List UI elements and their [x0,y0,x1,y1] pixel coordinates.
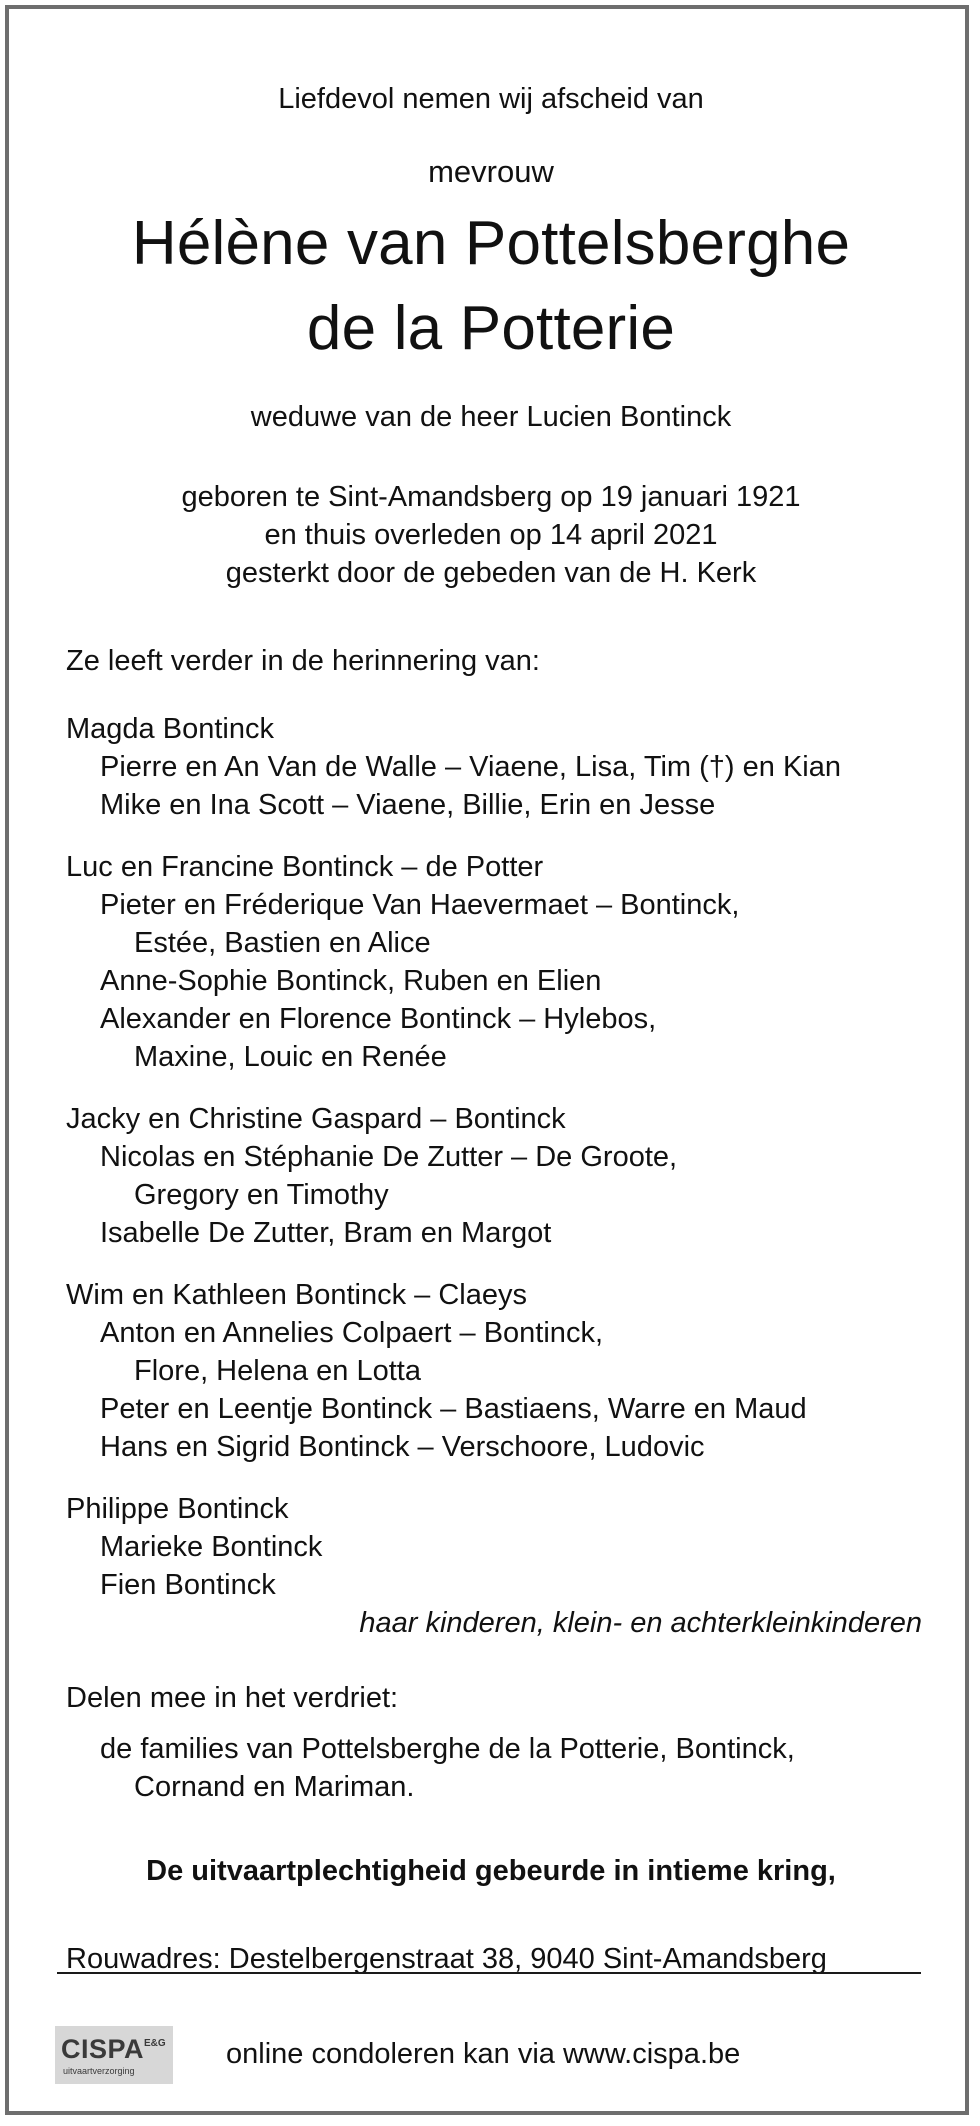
obituary-card [5,5,969,2115]
family-member: Hans en Sigrid Bontinck – Verschoore, Ludovic [100,1431,705,1463]
death-text: en thuis overleden op 14 april 2021 [264,519,718,551]
family-member: Pieter en Fréderique Van Haevermaet – Bontinck, [100,889,740,921]
grief-intro: Delen mee in het verdriet: [66,1682,399,1714]
widow-of-text: weduwe van de heer Lucien Bontinck [250,401,732,433]
logo-superscript: E&G [144,2038,166,2049]
title-prefix: mevrouw [428,154,554,189]
family-member: Mike en Ina Scott – Viaene, Billie, Erin en Jesse [100,789,716,821]
logo-tagline: uitvaartverzorging [63,2066,135,2076]
family-member-continued: Maxine, Louic en Renée [134,1041,447,1073]
grief-families: de families van Pottelsberghe de la Potterie, Bontinck, [100,1733,795,1765]
family-member: Nicolas en Stéphanie De Zutter – De Groote, [100,1141,678,1173]
condolence-link-text[interactable]: online condoleren kan via www.cispa.be [226,2038,741,2070]
family-member-continued: Flore, Helena en Lotta [134,1355,421,1387]
family-head: Philippe Bontinck [66,1493,289,1525]
birth-text: geboren te Sint-Amandsberg op 19 januari 1921 [181,481,801,513]
intro-text: Liefdevol nemen wij afscheid van [278,83,704,115]
funeral-note: De uitvaartplechtigheid gebeurde in intieme kring, [146,1855,836,1887]
rites-text: gesterkt door de gebeden van de H. Kerk [225,557,757,589]
grief-families-continued: Cornand en Mariman. [134,1771,415,1803]
family-member-continued: Estée, Bastien en Alice [134,927,431,959]
family-member: Marieke Bontinck [100,1531,323,1563]
deceased-name-line1: Hélène van Pottelsberghe [131,209,851,278]
family-member: Isabelle De Zutter, Bram en Margot [100,1217,552,1249]
logo-wordmark: CISPA [61,2034,145,2064]
family-member: Alexander en Florence Bontinck – Hylebos, [100,1003,657,1035]
family-member: Anton en Annelies Colpaert – Bontinck, [100,1317,603,1349]
memory-intro: Ze leeft verder in de herinnering van: [66,645,540,677]
family-head: Luc en Francine Bontinck – de Potter [66,851,544,883]
family-head: Wim en Kathleen Bontinck – Claeys [66,1279,527,1311]
mourning-address: Rouwadres: Destelbergenstraat 38, 9040 Sint-Amandsberg [66,1943,827,1975]
family-head: Jacky en Christine Gaspard – Bontinck [66,1103,566,1135]
family-member: Fien Bontinck [100,1569,276,1601]
cispa-logo [55,2026,173,2084]
family-member: Anne-Sophie Bontinck, Ruben en Elien [100,965,602,997]
relationship-note: haar kinderen, klein- en achterkleinkinderen [359,1607,922,1639]
family-member-continued: Gregory en Timothy [134,1179,389,1211]
family-head: Magda Bontinck [66,713,274,745]
family-member: Pierre en An Van de Walle – Viaene, Lisa, Tim (†) en Kian [100,751,841,783]
footer-divider [57,1972,921,1974]
family-member: Peter en Leentje Bontinck – Bastiaens, Warre en Maud [100,1393,807,1425]
deceased-name-line2: de la Potterie [306,294,676,363]
